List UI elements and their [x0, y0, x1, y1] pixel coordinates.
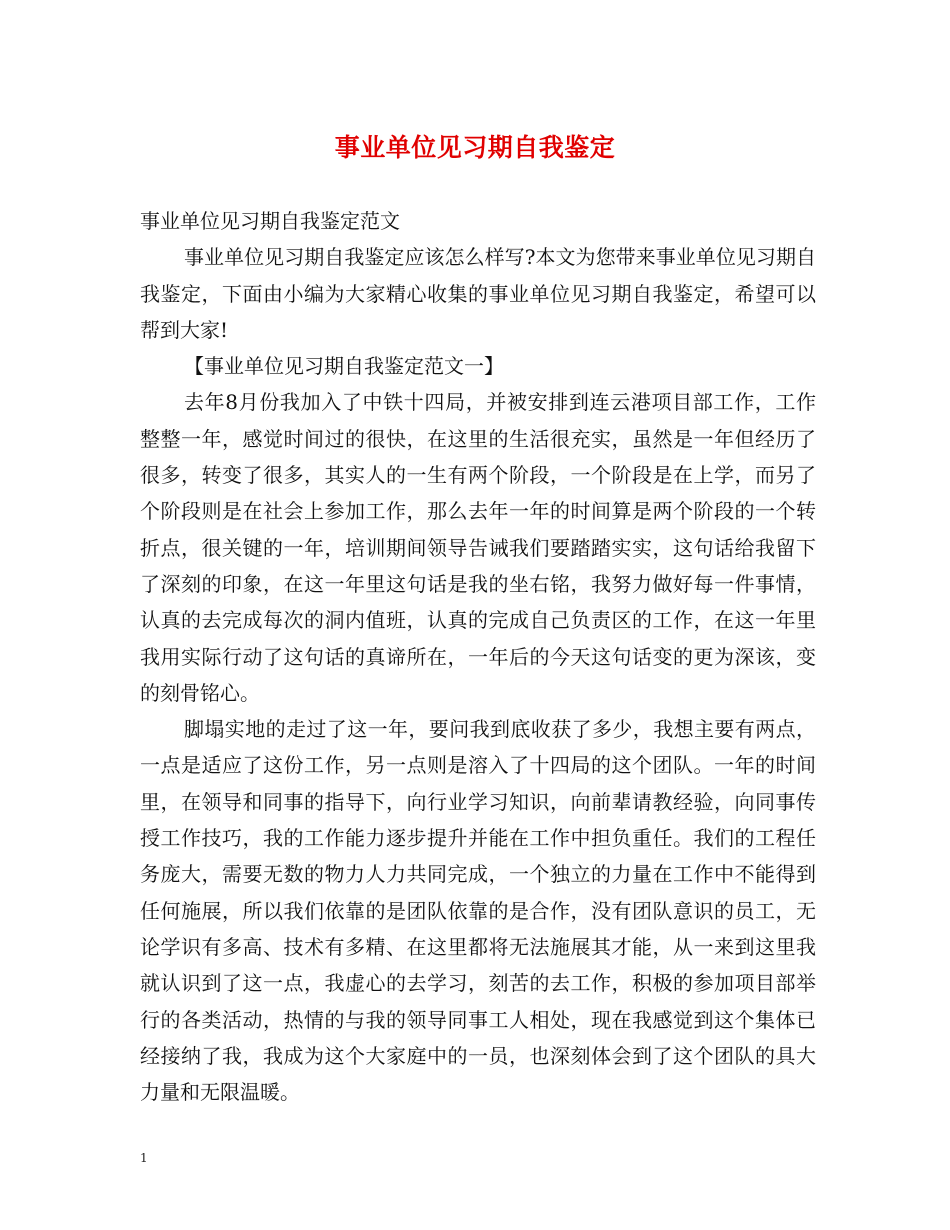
- body-paragraph-2: 脚塌实地的走过了这一年，要问我到底收获了多少，我想主要有两点，一点是适应了这份工作，另一点则是溶入了十四局的这个团队。一年的时间里，在领导和同事的指导下，向行业学习知识，向前辈请教经验，向同事传授工作技巧，我的工作能力逐步提升并能在工作中担负重任。我们的工程任务庞大，需要无数的物力人力共同完成，一个独立的力量在工作中不能得到任何施展，所以我们依靠的是团队依靠的是合作，没有团队意识的员工，无论学识有多高、技术有多精、在这里都将无法施展其才能，从一来到这里我就认识到了这一点，我虚心的去学习，刻苦的去工作，积极的参加项目部举行的各类活动，热情的与我的领导同事工人相处，现在我感觉到这个集体已经接纳了我，我成为这个大家庭中的一员，也深刻体会到了这个团队的具大力量和无限温暖。: [140, 717, 816, 1105]
- document-subtitle: 事业单位见习期自我鉴定范文: [140, 209, 400, 233]
- body-paragraph-1: 去年8月份我加入了中铁十四局，并被安排到连云港项目部工作，工作整整一年，感觉时间过的很快，在这里的生活很充实，虽然是一年但经历了很多，转变了很多，其实人的一生有两个阶段，一个阶段是在上学，而另了个阶段则是在社会上参加工作，那么去年一年的时间算是两个阶段的一个转折点，很关键的一年，培训期间领导告诫我们要踏踏实实，这句话给我留下了深刻的印象，在这一年里这句话是我的坐右铭，我努力做好每一件事情，认真的去完成每次的洞内值班，认真的完成自己负责区的工作，在这一年里我用实际行动了这句话的真谛所在，一年后的今天这句话变的更为深该，变的刻骨铭心。: [140, 390, 816, 705]
- page-number: 1: [140, 1151, 148, 1165]
- document-body: [140, 203, 816, 1110]
- section-heading: 【事业单位见习期自我鉴定范文一】: [184, 354, 504, 379]
- intro-paragraph: 事业单位见习期自我鉴定应该怎么样写?本文为您带来事业单位见习期自我鉴定，下面由小编为大家精心收集的事业单位见习期自我鉴定，希望可以帮到大家!: [140, 245, 816, 342]
- document-title: 事业单位见习期自我鉴定: [334, 133, 616, 162]
